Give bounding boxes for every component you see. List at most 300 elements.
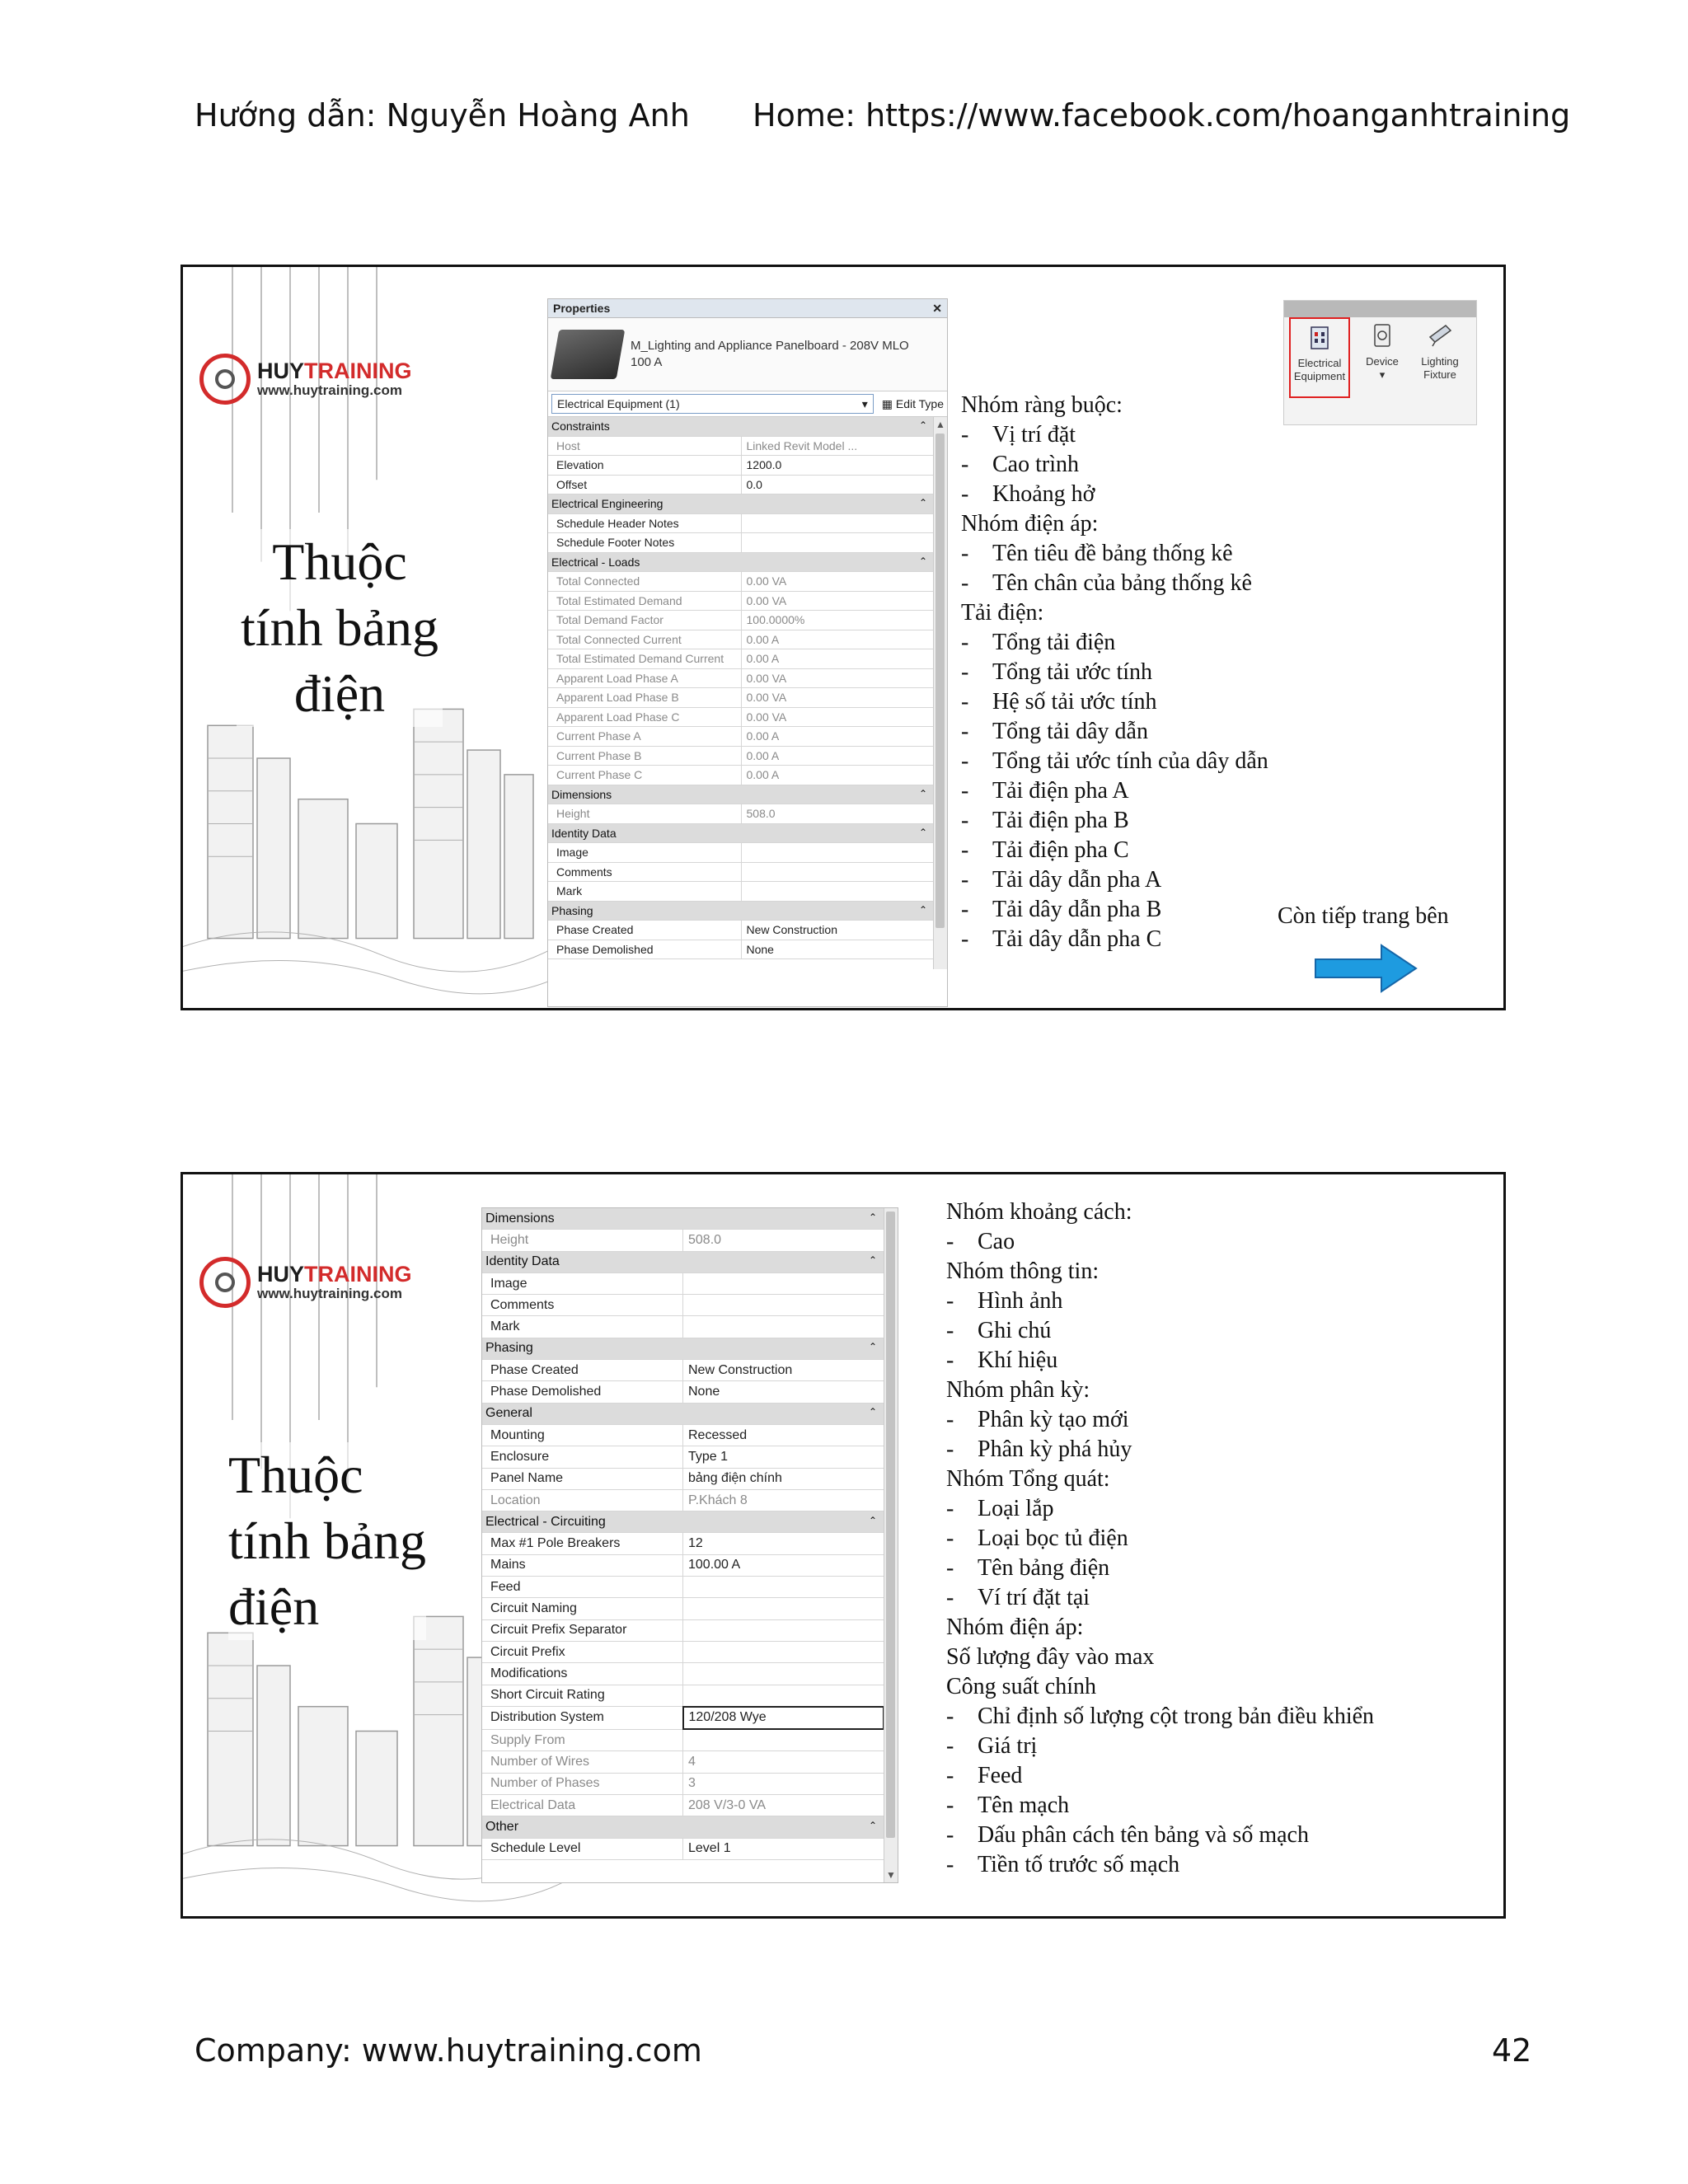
property-value[interactable]	[741, 862, 934, 882]
bullet-dash: -	[946, 1436, 954, 1462]
property-row[interactable]	[548, 921, 934, 940]
properties-grid	[482, 1208, 884, 1860]
device-button[interactable]	[1352, 322, 1413, 382]
property-value[interactable]: 120/208 Wye	[683, 1707, 884, 1729]
edit-type-icon: ▦	[881, 396, 896, 410]
bullet-item	[961, 836, 1268, 865]
property-name: Apparent Load Phase B	[548, 688, 741, 708]
line-text: Ghi chú	[978, 1318, 1052, 1343]
bullet-item	[946, 1732, 1374, 1761]
property-row[interactable]	[548, 862, 934, 882]
line-text: Tải dây dẫn pha A	[992, 867, 1162, 893]
property-row[interactable]	[548, 882, 934, 902]
property-row[interactable]	[548, 746, 934, 766]
property-name: Mains	[482, 1554, 683, 1576]
property-row[interactable]	[482, 1663, 884, 1685]
bullet-item	[961, 747, 1268, 776]
bullet-dash: -	[946, 1822, 954, 1848]
line-text: Tải điện pha C	[992, 837, 1129, 863]
chevron-down-icon: ▾	[861, 396, 868, 410]
bullet-dash: -	[961, 897, 969, 922]
property-row[interactable]	[482, 1773, 884, 1794]
bullet-dash: -	[961, 748, 969, 774]
bullet-item	[961, 687, 1268, 717]
line-text: Tải dây dẫn pha B	[992, 897, 1162, 922]
property-group-header[interactable]	[548, 417, 934, 436]
property-name: Comments	[548, 862, 741, 882]
property-row[interactable]	[548, 727, 934, 747]
line-text: Nhóm điện áp:	[961, 511, 1099, 537]
property-row[interactable]	[548, 668, 934, 688]
property-group-cell	[548, 823, 934, 843]
bullet-dash: -	[961, 422, 969, 448]
bullet-dash: -	[946, 1733, 954, 1759]
property-value[interactable]: 1200.0	[741, 456, 934, 476]
collapse-chevron-icon[interactable]: ⌃	[868, 1819, 877, 1831]
property-row[interactable]	[482, 1533, 884, 1554]
ribbon-electrical-panel	[1283, 300, 1477, 425]
line-text: Nhóm điện áp:	[946, 1615, 1084, 1640]
line-text: Nhóm phân kỳ:	[946, 1377, 1090, 1403]
continue-note: Còn tiếp trang bên	[1278, 903, 1449, 929]
type-name-line1: M_Lighting and Appliance Panelboard - 208V MLO	[631, 339, 909, 353]
property-group-header[interactable]	[548, 901, 934, 921]
property-value[interactable]	[683, 1663, 884, 1685]
property-row[interactable]	[548, 456, 934, 476]
property-row[interactable]	[482, 1489, 884, 1511]
property-value[interactable]: Type 1	[683, 1446, 884, 1468]
property-value[interactable]: None	[683, 1381, 884, 1403]
property-row[interactable]	[482, 1838, 884, 1859]
bullet-item	[946, 1435, 1374, 1465]
group-heading	[946, 1643, 1374, 1672]
line-text: Feed	[978, 1763, 1023, 1788]
property-row[interactable]	[548, 513, 934, 533]
property-value[interactable]	[741, 843, 934, 863]
property-value[interactable]	[683, 1685, 884, 1707]
bullet-item	[961, 569, 1268, 598]
property-row[interactable]	[548, 804, 934, 824]
collapse-chevron-icon[interactable]: ⌃	[868, 1254, 877, 1267]
bullet-item	[961, 480, 1268, 509]
property-value: 0.00 A	[741, 649, 934, 669]
property-row[interactable]	[482, 1619, 884, 1641]
electrical-equipment-label-2: Equipment	[1293, 370, 1346, 382]
property-row[interactable]	[482, 1751, 884, 1773]
property-value: 0.00 A	[741, 630, 934, 649]
huytraining-logo	[199, 1257, 412, 1308]
property-group-header[interactable]	[482, 1816, 884, 1838]
bullet-dash: -	[961, 719, 969, 744]
bullet-dash: -	[946, 1526, 954, 1551]
line-text: Vị trí đặt	[992, 422, 1076, 448]
property-value: Linked Revit Model ...	[741, 436, 934, 456]
close-icon[interactable]: ✕	[932, 301, 942, 315]
property-group-label: Phasing	[551, 903, 593, 917]
bullet-item	[961, 806, 1268, 836]
device-outlet-icon	[1370, 322, 1395, 349]
property-row[interactable]	[548, 436, 934, 456]
property-group-header[interactable]	[482, 1208, 884, 1230]
properties-scrollbar[interactable]	[884, 1208, 898, 1882]
bullet-item	[946, 1761, 1374, 1791]
collapse-chevron-icon[interactable]: ⌃	[918, 555, 927, 567]
line-text: Số lượng đây vào max	[946, 1644, 1155, 1670]
property-name: Total Connected Current	[548, 630, 741, 649]
property-name: Modifications	[482, 1663, 683, 1685]
property-row[interactable]	[482, 1577, 884, 1598]
bullet-dash: -	[961, 481, 969, 507]
line-text: Phân kỳ tạo mới	[978, 1407, 1129, 1432]
properties-titlebar	[548, 299, 947, 318]
property-name: Supply From	[482, 1729, 683, 1751]
property-value: 3	[683, 1773, 884, 1794]
property-name: Location	[482, 1489, 683, 1511]
property-name: Image	[548, 843, 741, 863]
property-name: Current Phase B	[548, 746, 741, 766]
bullet-item	[946, 1583, 1374, 1613]
properties-panel	[481, 1207, 898, 1883]
property-value: 508.0	[741, 804, 934, 824]
bullet-dash: -	[961, 570, 969, 596]
group-heading	[961, 598, 1268, 628]
slide-title-line: điện	[228, 1577, 320, 1636]
property-row[interactable]	[482, 1707, 884, 1729]
line-text: Loại lắp	[978, 1496, 1054, 1521]
bullet-dash: -	[961, 630, 969, 655]
edit-type-label: Edit Type	[895, 396, 944, 410]
property-name: Schedule Level	[482, 1838, 683, 1859]
property-group-label: Identity Data	[551, 826, 617, 840]
line-text: Phân kỳ phá hủy	[978, 1436, 1132, 1462]
group-heading	[961, 509, 1268, 539]
property-row[interactable]	[482, 1468, 884, 1489]
property-value: 0.00 A	[741, 746, 934, 766]
collapse-chevron-icon[interactable]: ⌃	[918, 903, 927, 916]
property-name: Schedule Header Notes	[548, 513, 741, 533]
property-value	[683, 1729, 884, 1751]
property-value[interactable]	[741, 513, 934, 533]
property-value[interactable]	[683, 1619, 884, 1641]
slide-title	[228, 1442, 426, 1640]
logo-url: www.huytraining.com	[257, 382, 402, 398]
property-name: Host	[548, 436, 741, 456]
line-text: Hình ảnh	[978, 1288, 1063, 1314]
bullet-dash: -	[961, 452, 969, 477]
lighting-fixture-icon	[1428, 322, 1452, 349]
footer-company: Company: www.huytraining.com	[195, 2032, 702, 2069]
lighting-fixture-button[interactable]	[1409, 322, 1470, 382]
bullet-dash: -	[946, 1347, 954, 1373]
collapse-chevron-icon[interactable]: ⌃	[868, 1514, 877, 1526]
properties-title: Properties	[553, 302, 611, 315]
collapse-chevron-icon[interactable]: ⌃	[868, 1341, 877, 1353]
property-row[interactable]	[482, 1316, 884, 1338]
panelboard-thumbnail-icon	[551, 330, 626, 379]
property-value[interactable]: 100.00 A	[683, 1554, 884, 1576]
line-text: Tổng tải ước tính	[992, 659, 1153, 685]
property-value: 0.00 VA	[741, 688, 934, 708]
bullet-item	[961, 539, 1268, 569]
line-text: Tên chân của bảng thống kê	[992, 570, 1252, 596]
property-row[interactable]	[548, 475, 934, 494]
bullet-item	[946, 1850, 1374, 1880]
property-group-header[interactable]	[482, 1403, 884, 1424]
group-heading	[961, 391, 1268, 420]
property-name: Short Circuit Rating	[482, 1685, 683, 1707]
property-value[interactable]	[741, 533, 934, 553]
collapse-chevron-icon[interactable]: ⌃	[868, 1211, 877, 1223]
property-row[interactable]	[548, 688, 934, 708]
bullet-item	[946, 1316, 1374, 1346]
property-group-cell	[548, 552, 934, 572]
slide-title-line: tính bảng	[228, 1511, 426, 1570]
property-group-label: Dimensions	[551, 787, 612, 801]
property-row[interactable]	[482, 1795, 884, 1816]
property-name: Enclosure	[482, 1446, 683, 1468]
electrical-equipment-button[interactable]	[1289, 317, 1350, 398]
logo-mark-icon	[199, 354, 251, 405]
property-row[interactable]	[482, 1381, 884, 1403]
property-row[interactable]	[482, 1641, 884, 1662]
device-label: Device	[1366, 355, 1399, 368]
line-text: Giá trị	[978, 1733, 1038, 1759]
bullet-dash: -	[946, 1288, 954, 1314]
collapse-chevron-icon[interactable]: ⌃	[918, 826, 927, 838]
instance-filter-dropdown[interactable]	[551, 394, 874, 414]
property-name: Distribution System	[482, 1707, 683, 1729]
line-text: Chỉ định số lượng cột trong bản điều khiển	[978, 1704, 1375, 1729]
bullet-dash: -	[961, 689, 969, 715]
bullet-dash: -	[961, 778, 969, 804]
property-name: Offset	[548, 475, 741, 494]
type-name-line2: 100 A	[631, 355, 663, 369]
property-name: Height	[548, 804, 741, 824]
property-row[interactable]	[482, 1598, 884, 1619]
property-value[interactable]: New Construction	[683, 1360, 884, 1381]
line-text: Tải điện:	[961, 600, 1044, 626]
scroll-down-icon[interactable]: ▼	[886, 1869, 896, 1881]
property-row[interactable]	[548, 533, 934, 553]
line-text: Loại bọc tủ điện	[978, 1526, 1128, 1551]
property-group-header[interactable]	[548, 823, 934, 843]
property-value[interactable]: bảng điện chính	[683, 1468, 884, 1489]
line-text: Tên bảng điện	[978, 1555, 1110, 1581]
bullet-dash: -	[946, 1852, 954, 1877]
property-name: Total Demand Factor	[548, 611, 741, 630]
property-value[interactable]	[683, 1295, 884, 1316]
bullet-dash: -	[961, 541, 969, 566]
property-group-header[interactable]	[548, 494, 934, 514]
bullet-item	[961, 717, 1268, 747]
bullet-dash: -	[946, 1585, 954, 1610]
property-value: 0.00 VA	[741, 707, 934, 727]
property-value: 208 V/3-0 VA	[683, 1795, 884, 1816]
property-name: Phase Created	[548, 921, 741, 940]
logo-url: www.huytraining.com	[257, 1286, 402, 1301]
property-group-cell	[548, 901, 934, 921]
property-name: Total Estimated Demand	[548, 591, 741, 611]
property-name: Apparent Load Phase A	[548, 668, 741, 688]
property-group-cell	[482, 1511, 884, 1533]
scroll-thumb[interactable]	[935, 434, 945, 928]
property-value[interactable]	[683, 1598, 884, 1619]
line-text: Tải dây dẫn pha C	[992, 926, 1162, 952]
slide2-description-list	[946, 1197, 1374, 1880]
property-row[interactable]	[548, 649, 934, 669]
property-value: 0.00 VA	[741, 668, 934, 688]
property-value[interactable]: 0.0	[741, 475, 934, 494]
property-name: Current Phase C	[548, 766, 741, 785]
slide1-description-list	[961, 391, 1268, 954]
bullet-item	[946, 1554, 1374, 1583]
property-group-label: Constraints	[551, 419, 610, 434]
property-group-label: Dimensions	[485, 1211, 555, 1226]
bullet-item	[961, 658, 1268, 687]
line-text: Hệ số tải ước tính	[992, 689, 1157, 715]
property-name: Circuit Naming	[482, 1598, 683, 1619]
bullet-item	[961, 450, 1268, 480]
header-home-link[interactable]: Home: https://www.facebook.com/hoanganhtraining	[753, 97, 1571, 134]
property-row[interactable]	[482, 1685, 884, 1707]
property-group-header[interactable]	[548, 785, 934, 804]
bullet-dash: -	[946, 1496, 954, 1521]
property-name: Panel Name	[482, 1468, 683, 1489]
group-heading	[946, 1257, 1374, 1286]
property-row[interactable]	[482, 1295, 884, 1316]
bullet-item	[961, 895, 1268, 925]
scroll-thumb[interactable]	[886, 1212, 895, 1838]
property-row[interactable]	[548, 843, 934, 863]
line-text: Công suất chính	[946, 1674, 1096, 1699]
collapse-chevron-icon[interactable]: ⌃	[918, 497, 927, 509]
lighting-fixture-label-1: Lighting	[1421, 355, 1459, 368]
huytraining-logo	[199, 354, 412, 405]
header-author: Hướng dẫn: Nguyễn Hoàng Anh	[195, 97, 690, 134]
property-value[interactable]	[683, 1577, 884, 1598]
bullet-item	[946, 1702, 1374, 1732]
type-selector[interactable]	[548, 318, 947, 391]
bullet-item	[946, 1405, 1374, 1435]
property-group-cell	[482, 1208, 884, 1230]
bullet-dash: -	[946, 1229, 954, 1254]
property-group-header[interactable]	[482, 1338, 884, 1359]
line-text: Khoảng hở	[992, 481, 1095, 507]
slide-1	[181, 265, 1506, 1010]
property-name: Mark	[548, 882, 741, 902]
line-text: Tổng tải dây dẫn	[992, 719, 1148, 744]
property-value[interactable]	[683, 1641, 884, 1662]
collapse-chevron-icon[interactable]: ⌃	[868, 1406, 877, 1418]
scroll-up-icon[interactable]: ▲	[935, 419, 945, 430]
property-value[interactable]	[683, 1272, 884, 1294]
bullet-item	[961, 420, 1268, 450]
property-name: Image	[482, 1272, 683, 1294]
property-value: 508.0	[683, 1230, 884, 1251]
property-row[interactable]	[482, 1360, 884, 1381]
edit-type-button[interactable]	[882, 397, 944, 411]
property-value[interactable]	[741, 882, 934, 902]
arrow-right-icon	[1314, 943, 1419, 994]
bullet-dash: -	[946, 1763, 954, 1788]
property-group-header[interactable]	[482, 1511, 884, 1533]
slide-title-line: tính bảng	[241, 598, 438, 657]
logo-name-part1: HUY	[257, 359, 305, 383]
group-heading	[946, 1672, 1374, 1702]
property-value[interactable]: 12	[683, 1533, 884, 1554]
chevron-down-icon: ▾	[1379, 368, 1386, 381]
electrical-equipment-icon	[1307, 324, 1332, 350]
property-row[interactable]	[548, 707, 934, 727]
property-group-cell	[482, 1338, 884, 1359]
property-value[interactable]: None	[741, 940, 934, 959]
electrical-equipment-label-1: Electrical	[1297, 357, 1342, 369]
line-text: Tiền tố trước số mạch	[978, 1852, 1180, 1877]
line-text: Cao trình	[992, 452, 1079, 477]
line-text: Tổng tải ước tính của dây dẫn	[992, 748, 1268, 774]
group-heading	[946, 1197, 1374, 1227]
instance-filter-value: Electrical Equipment (1)	[557, 397, 680, 410]
property-value[interactable]: Level 1	[683, 1838, 884, 1859]
bullet-item	[961, 925, 1268, 954]
property-name: Elevation	[548, 456, 741, 476]
property-value[interactable]: Recessed	[683, 1424, 884, 1446]
line-text: Tên mạch	[978, 1793, 1070, 1818]
line-text: Nhóm Tổng quát:	[946, 1466, 1110, 1492]
bullet-item	[961, 865, 1268, 895]
properties-scrollbar[interactable]	[933, 417, 947, 969]
property-row[interactable]	[548, 630, 934, 649]
property-name: Electrical Data	[482, 1795, 683, 1816]
bullet-dash: -	[946, 1704, 954, 1729]
page-number: 42	[1492, 2032, 1532, 2069]
ribbon-header	[1284, 301, 1476, 317]
property-row[interactable]	[548, 572, 934, 592]
line-text: Dấu phân cách tên bảng và số mạch	[978, 1822, 1309, 1848]
property-group-label: Electrical - Circuiting	[485, 1514, 606, 1529]
property-name: Mounting	[482, 1424, 683, 1446]
property-row[interactable]	[482, 1424, 884, 1446]
line-text: Khí hiệu	[978, 1347, 1058, 1373]
property-value[interactable]	[683, 1316, 884, 1338]
property-row[interactable]	[548, 591, 934, 611]
bullet-item	[961, 628, 1268, 658]
line-text: Tổng tải điện	[992, 630, 1116, 655]
property-name: Max #1 Pole Breakers	[482, 1533, 683, 1554]
logo-name-part1: HUY	[257, 1262, 305, 1286]
collapse-chevron-icon[interactable]: ⌃	[918, 787, 927, 799]
property-row[interactable]	[548, 611, 934, 630]
property-row[interactable]	[482, 1729, 884, 1751]
property-row[interactable]	[482, 1554, 884, 1576]
property-row[interactable]	[482, 1272, 884, 1294]
property-row[interactable]	[482, 1230, 884, 1251]
property-value[interactable]: New Construction	[741, 921, 934, 940]
bullet-item	[946, 1524, 1374, 1554]
property-row[interactable]	[548, 940, 934, 959]
bullet-dash: -	[961, 808, 969, 833]
collapse-chevron-icon[interactable]: ⌃	[918, 419, 927, 432]
line-text: Nhóm ràng buộc:	[961, 392, 1123, 418]
line-text: Nhóm thông tin:	[946, 1258, 1100, 1284]
property-row[interactable]	[482, 1446, 884, 1468]
bullet-item	[946, 1346, 1374, 1376]
property-group-header[interactable]	[482, 1251, 884, 1272]
property-group-cell	[548, 785, 934, 804]
instance-filter-bar	[548, 391, 947, 417]
property-row[interactable]	[548, 766, 934, 785]
property-group-header[interactable]	[548, 552, 934, 572]
